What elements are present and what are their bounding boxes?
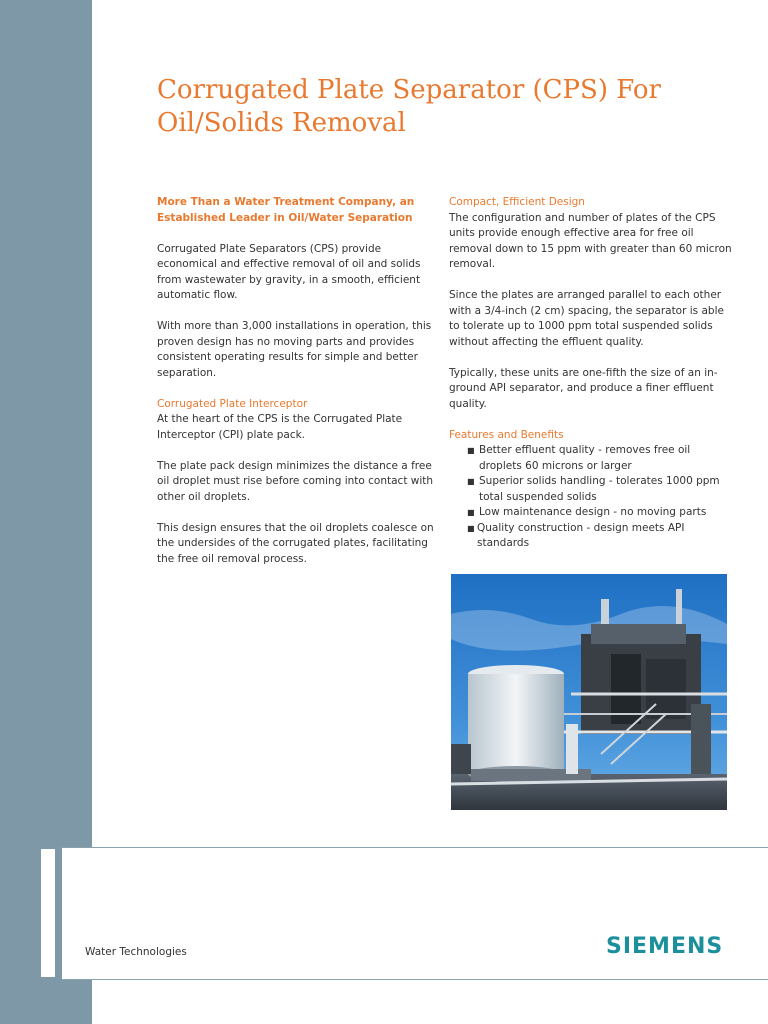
bullet-icon: ■ — [467, 477, 475, 486]
page-title: Corrugated Plate Separator (CPS) For Oil/Solids Removal — [157, 75, 661, 138]
footer-label: Water Technologies — [85, 946, 187, 958]
paragraph-plate-pack: The plate pack design minimizes the distance a free oil droplet must rise before coming into contact with other oil droplets. — [157, 459, 434, 503]
list-item — [449, 474, 734, 505]
right-column — [449, 195, 734, 552]
section-heading-interceptor: Corrugated Plate Interceptor — [157, 397, 308, 410]
feature-text: Better effluent quality - removes free oil droplets 60 microns or larger — [479, 444, 691, 472]
left-column — [157, 195, 437, 567]
plant-photo — [451, 574, 727, 810]
paragraph-configuration: The configuration and number of plates of the CPS units provide enough effective area for free oil removal down to 15 ppm with greater than 60 micron removal. — [449, 211, 732, 270]
bullet-icon: ■ — [467, 446, 475, 455]
footer-stripes — [41, 849, 62, 977]
bullet-icon: ■ — [467, 523, 475, 533]
paragraph-spacing: Since the plates are arranged parallel to each other with a 3/4-inch (2 cm) spacing, the separator is able to tolerate up to 1000 ppm total suspended solids without affecting the effluent quality. — [449, 289, 724, 348]
siemens-logo: SIEMENS — [606, 934, 724, 959]
list-item — [449, 505, 734, 521]
footer-stripe-blue — [55, 849, 62, 977]
features-list — [449, 443, 734, 552]
paragraph-size: Typically, these units are one-fifth the size of an in-ground API separator, and produce a finer effluent quality. — [449, 366, 718, 410]
feature-text: Low maintenance design - no moving parts — [479, 506, 707, 518]
footer-band — [62, 847, 768, 980]
paragraph-cps-intro: Corrugated Plate Separators (CPS) provide economical and effective removal of oil and solids from wastewater by gravity, in a smooth, efficient automatic flow. — [157, 242, 421, 301]
feature-text: Quality construction - design meets API standards — [477, 521, 685, 549]
section-heading-compact: Compact, Efficient Design — [449, 196, 585, 208]
paragraph-cpi-pack: At the heart of the CPS is the Corrugated Plate Interceptor (CPI) plate pack. — [157, 413, 403, 441]
footer-stripe-white — [41, 849, 55, 977]
paragraph-coalesce: This design ensures that the oil droplets coalesce on the undersides of the corrugated plates, facilitating the free oil removal process. — [157, 521, 434, 565]
section-heading-leader: More Than a Water Treatment Company, an Established Leader in Oil/Water Separation — [157, 196, 415, 224]
bullet-icon: ■ — [467, 508, 475, 517]
list-item — [449, 521, 734, 552]
section-heading-features: Features and Benefits — [449, 428, 564, 441]
feature-text: Superior solids handling - tolerates 1000 ppm total suspended solids — [479, 475, 720, 503]
paragraph-installations: With more than 3,000 installations in operation, this proven design has no moving parts and provides consistent operating results for simple and better separation. — [157, 320, 432, 379]
list-item — [449, 443, 734, 474]
